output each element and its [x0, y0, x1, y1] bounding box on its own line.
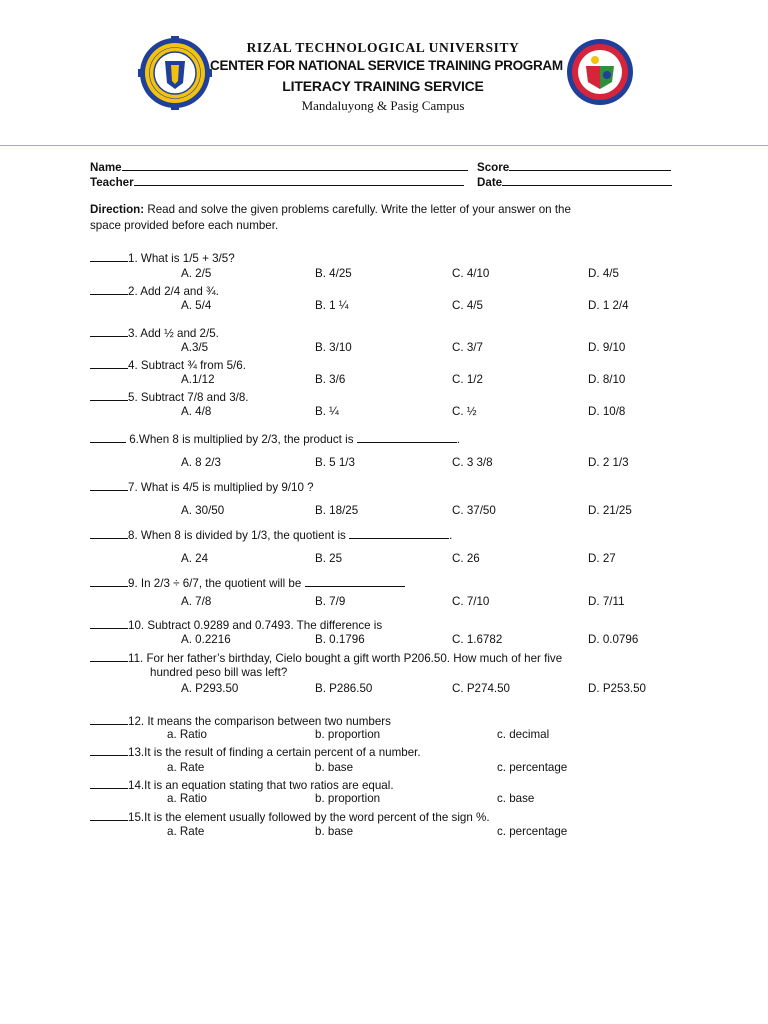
answer-blank-8[interactable] — [90, 527, 128, 539]
question-15-text: 15.It is the element usually followed by the word percent of the sign %. — [128, 811, 490, 824]
question-8: 8. When 8 is divided by 1/3, the quotient is . — [90, 527, 452, 543]
q5-option-a: A. 4/8 — [181, 405, 212, 418]
question-7-text: 7. What is 4/5 is multiplied by 9/10 ? — [128, 481, 314, 494]
q4-option-a: A.1/12 — [181, 373, 215, 386]
answer-blank-13[interactable] — [90, 744, 128, 756]
q11-option-c: C. P274.50 — [452, 682, 511, 695]
q4-option-d: D. 8/10 — [588, 373, 626, 386]
direction-line-1 — [90, 203, 571, 217]
question-8-text: 8. When 8 is divided by 1/3, the quotient is — [128, 529, 350, 542]
question-3 — [90, 325, 219, 341]
question-12-text: 12. It means the comparison between two numbers — [128, 715, 391, 728]
question-15 — [90, 809, 490, 825]
answer-blank-5[interactable] — [90, 389, 128, 401]
q8-option-a: A. 24 — [181, 552, 209, 565]
q9-option-b: B. 7/9 — [315, 595, 346, 608]
header-divider — [0, 145, 768, 146]
q2-option-b: B. 1 ¼ — [315, 299, 349, 312]
q3-option-a: A.3/5 — [181, 341, 209, 354]
q3-option-c: C. 3/7 — [452, 341, 483, 354]
q10-option-d: D. 0.0796 — [588, 633, 639, 646]
answer-blank-6[interactable] — [90, 431, 126, 443]
q7-option-a: A. 30/50 — [181, 504, 225, 517]
answer-blank-10[interactable] — [90, 617, 128, 629]
q6-option-b: B. 5 1/3 — [315, 456, 355, 469]
direction-label: Direction: — [90, 203, 145, 216]
question-4 — [90, 357, 246, 373]
q10-option-a: A. 0.2216 — [181, 633, 231, 646]
answer-blank-11[interactable] — [90, 650, 128, 662]
q13-option-c: c. percentage — [497, 761, 568, 774]
q4-option-c: C. 1/2 — [452, 373, 483, 386]
question-5 — [90, 389, 249, 405]
q12-option-c: c. decimal — [497, 728, 550, 741]
answer-blank-7[interactable] — [90, 479, 128, 491]
date-label: Date — [477, 176, 503, 189]
center-name: CENTER FOR NATIONAL SERVICE TRAINING PROGRAM — [210, 58, 563, 73]
q9-fill-blank[interactable] — [305, 575, 405, 587]
q15-option-c: c. percentage — [497, 825, 568, 838]
q2-option-c: C. 4/5 — [452, 299, 483, 312]
q3-option-d: D. 9/10 — [588, 341, 626, 354]
teacher-field — [90, 174, 464, 190]
q9-option-c: C. 7/10 — [452, 595, 490, 608]
question-9-text: 9. In 2/3 ÷ 6/7, the quotient will be — [128, 577, 305, 590]
question-1-text: 1. What is 1/5 + 3/5? — [128, 252, 235, 265]
question-2 — [90, 283, 219, 299]
q3-option-b: B. 3/10 — [315, 341, 352, 354]
question-9 — [90, 575, 405, 591]
question-6: 6.When 8 is multiplied by 2/3, the product is . — [90, 431, 460, 447]
q8-option-c: C. 26 — [452, 552, 480, 565]
q11-option-a: A. P293.50 — [181, 682, 239, 695]
q6-option-c: C. 3 3/8 — [452, 456, 493, 469]
q1-option-b: B. 4/25 — [315, 267, 352, 280]
direction-text-2: space provided before each number. — [90, 219, 279, 232]
q6-fill-blank[interactable] — [357, 431, 457, 443]
question-3-text: 3. Add ½ and 2/5. — [128, 327, 219, 340]
q7-option-c: C. 37/50 — [452, 504, 496, 517]
name-label: Name — [90, 161, 122, 174]
question-11-text: 11. For her father’s birthday, Cielo bought a gift worth P206.50. How much of her five — [128, 652, 563, 665]
q7-option-b: B. 18/25 — [315, 504, 359, 517]
q11-option-b: B. P286.50 — [315, 682, 373, 695]
score-label: Score — [477, 161, 510, 174]
answer-blank-2[interactable] — [90, 283, 128, 295]
q8-option-b: B. 25 — [315, 552, 343, 565]
question-1 — [90, 250, 235, 266]
q7-option-d: D. 21/25 — [588, 504, 632, 517]
q9-option-d: D. 7/11 — [588, 595, 625, 608]
q14-option-a: a. Ratio — [167, 792, 207, 805]
date-field — [477, 174, 672, 190]
name-blank[interactable] — [122, 159, 468, 171]
teacher-label: Teacher — [90, 176, 134, 189]
q15-option-b: b. base — [315, 825, 354, 838]
answer-blank-15[interactable] — [90, 809, 128, 821]
q8-option-d: D. 27 — [588, 552, 616, 565]
question-10 — [90, 617, 382, 633]
answer-blank-14[interactable] — [90, 777, 128, 789]
program-name: LITERACY TRAINING SERVICE — [282, 78, 484, 94]
question-4-text: 4. Subtract ¾ from 5/6. — [128, 359, 246, 372]
university-name: RIZAL TECHNOLOGICAL UNIVERSITY — [246, 40, 520, 55]
answer-blank-12[interactable] — [90, 713, 128, 725]
q5-option-b: B. ¼ — [315, 405, 339, 418]
score-blank[interactable] — [509, 159, 671, 171]
q10-option-c: C. 1.6782 — [452, 633, 503, 646]
question-13-text: 13.It is the result of finding a certain percent of a number. — [128, 746, 421, 759]
university-seal-icon — [138, 36, 212, 110]
score-field — [477, 159, 671, 175]
answer-blank-9[interactable] — [90, 575, 128, 587]
teacher-blank[interactable] — [134, 174, 464, 186]
question-12 — [90, 713, 391, 729]
question-7 — [90, 479, 314, 495]
q2-option-a: A. 5/4 — [181, 299, 212, 312]
q2-option-d: D. 1 2/4 — [588, 299, 629, 312]
answer-blank-4[interactable] — [90, 357, 128, 369]
q14-option-c: c. base — [497, 792, 535, 805]
direction-text-1: Read and solve the given problems carefully. Write the letter of your answer on the — [147, 203, 571, 216]
q4-option-b: B. 3/6 — [315, 373, 346, 386]
question-10-text: 10. Subtract 0.9289 and 0.7493. The difference is — [128, 619, 383, 632]
q15-option-a: a. Rate — [167, 825, 205, 838]
question-11 — [90, 650, 562, 666]
q13-option-a: a. Rate — [167, 761, 205, 774]
nstp-seal-icon — [566, 38, 634, 106]
q8-fill-blank[interactable] — [349, 527, 449, 539]
question-14-text: 14.It is an equation stating that two ratios are equal. — [128, 779, 394, 792]
q6-option-a: A. 8 2/3 — [181, 456, 221, 469]
question-11-text-2: hundred peso bill was left? — [150, 666, 288, 679]
q12-option-a: a. Ratio — [167, 728, 207, 741]
campus-name: Mandaluyong & Pasig Campus — [301, 98, 465, 113]
date-blank[interactable] — [502, 174, 672, 186]
answer-blank-1[interactable] — [90, 250, 128, 262]
q1-option-d: D. 4/5 — [588, 267, 619, 280]
question-14 — [90, 777, 394, 793]
q13-option-b: b. base — [315, 761, 354, 774]
question-6-text: 6.When 8 is multiplied by 2/3, the product is — [129, 433, 357, 446]
q14-option-b: b. proportion — [315, 792, 381, 805]
question-13 — [90, 744, 421, 760]
q1-option-a: A. 2/5 — [181, 267, 212, 280]
question-5-text: 5. Subtract 7/8 and 3/8. — [128, 391, 249, 404]
answer-blank-3[interactable] — [90, 325, 128, 337]
q5-option-d: D. 10/8 — [588, 405, 626, 418]
question-2-text: 2. Add 2/4 and ¾. — [128, 285, 219, 298]
q9-option-a: A. 7/8 — [181, 595, 212, 608]
q1-option-c: C. 4/10 — [452, 267, 490, 280]
name-field — [90, 159, 468, 175]
q10-option-b: B. 0.1796 — [315, 633, 365, 646]
q12-option-b: b. proportion — [315, 728, 381, 741]
q11-option-d: D. P253.50 — [588, 682, 647, 695]
q6-option-d: D. 2 1/3 — [588, 456, 629, 469]
q5-option-c: C. ½ — [452, 405, 477, 418]
